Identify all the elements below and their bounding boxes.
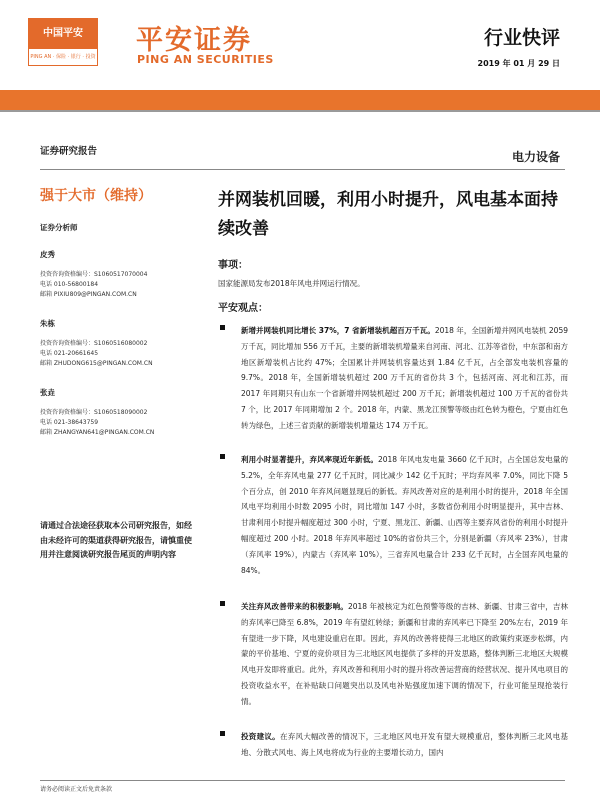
footer-disclaimer: 请务必阅读正文后免责条款 — [40, 786, 113, 793]
analyst-card — [40, 249, 190, 300]
views-heading: 平安观点： — [218, 303, 268, 314]
analyst-sidebar — [40, 222, 190, 456]
brand-name-en: PING AN SECURITIES — [137, 53, 274, 66]
bullet-square-icon — [220, 731, 225, 736]
viewpoint-lead: 新增并网装机同比增长 37%，7 省新增装机超百万千瓦。 — [241, 326, 435, 335]
analyst-heading: 证券分析师 — [40, 223, 78, 232]
logo-subtext: PING AN · 保险 · 银行 · 投资 — [30, 54, 96, 60]
viewpoint-text: 2018 年风电发电量 3660 亿千瓦时，占全国总发电量的 5.2%，全年弃风电量 277 亿千瓦时，同比减少 142 亿千瓦时；平均弃风率 7.0%，同比下降 5 个百分点，创 2010 年弃风问题显现后的新低。弃风改善对应的是利用小时的提升，2018 年全国风电平均利用小时数 2095 小时，同比增加 147 小时，多数省份利用小时明显提升，其中吉林、甘肃利用小时提升幅度超过 300 小时，宁夏、黑龙江、新疆、山西等主要弃风省份的利用小时提升幅度超过 200 小时。2018 年弃风率超过 10%的省份共三个，分别是新疆（弃风率 23%），甘肃（弃风率 19%），内蒙古（弃风率 10%），三省弃风电量合计 233 亿千瓦时，占全国弃风电量的 84%。 — [241, 455, 569, 575]
rating: 强于大市（维持） — [40, 188, 152, 204]
viewpoint-lead: 利用小时显著提升，弃风率现近年新低。 — [241, 455, 378, 464]
analyst-phone: 电话 010-56800184 — [40, 281, 99, 288]
report-title: 并网装机回暖，利用小时提升，风电基本面持续改善 — [218, 190, 558, 239]
bullet-square-icon — [220, 601, 225, 606]
viewpoint-text: 在弃风大幅改善的情况下，三北地区风电开发有望大规模重启，整体判断三北风电基地、分散式风电、海上风电将成为行业的主要增长动力，国内 — [241, 732, 569, 757]
legal-notice: 请通过合法途径获取本公司研究报告，如经由未经许可的渠道获得研究报告，请慎重使用并注意阅读研究报告尾页的声明内容 — [40, 521, 192, 559]
analyst-email: 邮箱 PIXIU809@PINGAN.COM.CN — [40, 291, 137, 298]
logo-text: 中国平安 — [29, 19, 97, 49]
divider — [40, 169, 565, 170]
footer-rule — [40, 780, 565, 781]
header-gray-rule — [0, 110, 600, 112]
analyst-name: 张垚 — [40, 388, 55, 397]
brand-name-cn: 平安证券 — [136, 25, 252, 56]
analyst-name: 皮秀 — [40, 250, 55, 259]
analyst-cert: 投资咨询资格编号：S1060517070004 — [40, 271, 148, 278]
viewpoint-text: 2018 年被核定为红色预警等级的吉林、新疆、甘肃三省中，吉林的弃风率已降至 6.8%，2019 年有望红转绿；新疆和甘肃的弃风率已下降至 20%左右，2019 年有望进一步下降，风电建设重启在即。因此，弃风的改善将使得三北地区的政策约束逐步松绑，内蒙的平价基地、宁夏的竞价项目为三北地区风电提供了多样的开发思路，整体判断三北地区大规模风电开发即将重启。此外，弃风改善和利用小时的提升将改善运营商的经营状况、提升风电项目的投资收益水平，在补贴缺口问题突出以及风电补贴强度加速下调的情况下，行业可能呈现抢装行情。 — [241, 602, 568, 706]
bullet-square-icon — [220, 454, 225, 459]
analyst-email: 邮箱 ZHANGYAN641@PINGAN.COM.CN — [40, 429, 155, 436]
analyst-phone: 电话 021-38643759 — [40, 419, 99, 426]
analyst-card — [40, 387, 190, 438]
events-text: 国家能源局发布2018年风电并网运行情况。 — [218, 279, 365, 288]
viewpoint-lead: 关注弃风改善带来的积极影响。 — [241, 602, 348, 611]
bullet-square-icon — [220, 325, 225, 330]
analyst-phone: 电话 021-20661645 — [40, 350, 99, 357]
analyst-cert: 投资咨询资格编号：S1060518090002 — [40, 409, 148, 416]
analyst-email: 邮箱 ZHUDONG615@PINGAN.COM.CN — [40, 360, 153, 367]
viewpoint-item — [218, 323, 568, 434]
events-heading: 事项： — [218, 260, 248, 271]
analyst-card — [40, 318, 190, 369]
viewpoint-lead: 投资建议。 — [241, 732, 280, 741]
section-title: 证券研究报告 — [40, 146, 98, 157]
viewpoint-item — [218, 452, 568, 578]
analyst-name: 朱栋 — [40, 319, 55, 328]
report-date: 2019 年 01 月 29 日 — [477, 59, 560, 68]
sector-label: 电力设备 — [511, 150, 560, 164]
analyst-cert: 投资咨询资格编号：S1060516080002 — [40, 340, 148, 347]
viewpoint-item — [218, 599, 568, 710]
viewpoint-text: 2018 年，全国新增并网风电装机 2059 万千瓦，同比增加 556 万千瓦，主要的新增装机增量来自河南、河北、江苏等省份，中东部和南方地区新增装机占比约 47%；全国累计并网装机容量达到 1.84 亿千瓦，占全部发电装机容量的 9.7%。2018 年，全国新增装机超过 200 万千瓦的省份共 3 个，包括河南、河北和江苏，而 2017 年同期只有山东一个省新增并网装机超过 200 万千瓦；新增装机超过 100 万千瓦的省份共 7 个，比 2017 年同期增加 2 个。2018 年，内蒙、黑龙江预警等级由红色转为橙色，宁夏由红色转为绿色，上述三省贡献的新增装机增量达 174 万千瓦。 — [241, 326, 568, 430]
header-orange-band — [0, 90, 600, 110]
ping-an-group-logo — [28, 18, 98, 66]
report-header — [0, 0, 600, 90]
viewpoint-item — [218, 729, 568, 761]
document-type: 行业快评 — [483, 27, 560, 49]
